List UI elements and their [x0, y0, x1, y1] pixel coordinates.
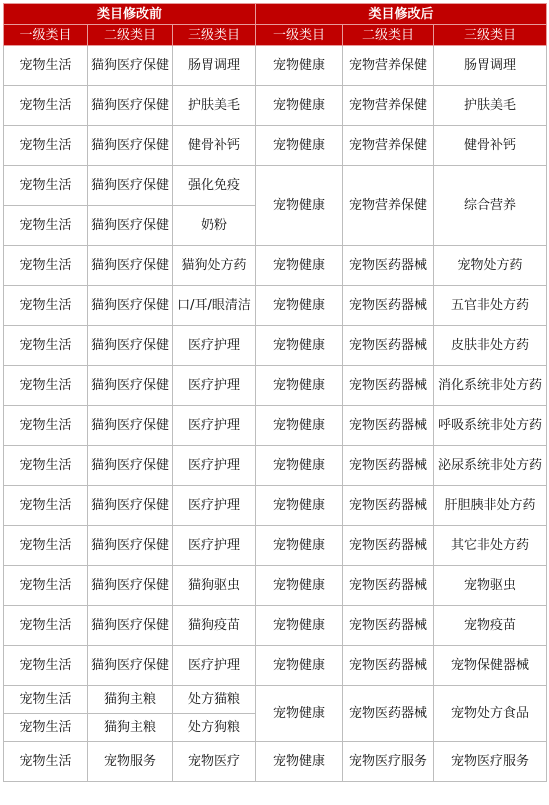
after-level1: 宠物健康 — [256, 286, 343, 326]
after-level3: 肝胆胰非处方药 — [434, 486, 547, 526]
col-header-before-level1: 一级类目 — [4, 25, 88, 46]
before-level3: 处方猫粮 — [173, 686, 256, 714]
after-level2: 宠物医药器械 — [343, 526, 434, 566]
before-level3: 健骨补钙 — [173, 126, 256, 166]
before-level1: 宠物生活 — [4, 206, 88, 246]
before-level1: 宠物生活 — [4, 646, 88, 686]
before-level2: 猫狗医疗保健 — [88, 486, 173, 526]
before-level3: 医疗护理 — [173, 526, 256, 566]
before-level2: 猫狗医疗保健 — [88, 366, 173, 406]
after-level1: 宠物健康 — [256, 686, 343, 742]
after-level2: 宠物营养保健 — [343, 166, 434, 246]
before-level2: 猫狗医疗保健 — [88, 286, 173, 326]
before-level2: 猫狗医疗保健 — [88, 166, 173, 206]
before-level1: 宠物生活 — [4, 446, 88, 486]
after-level3: 呼吸系统非处方药 — [434, 406, 547, 446]
after-level3: 宠物疫苗 — [434, 606, 547, 646]
before-level3: 护肤美毛 — [173, 86, 256, 126]
after-level1: 宠物健康 — [256, 46, 343, 86]
col-header-after-level1: 一级类目 — [256, 25, 343, 46]
after-level1: 宠物健康 — [256, 406, 343, 446]
category-change-table — [3, 3, 547, 782]
category-table-container — [3, 3, 547, 782]
header-before: 类目修改前 — [4, 4, 256, 25]
table-row — [4, 166, 547, 206]
table-row — [4, 646, 547, 686]
col-header-after-level2: 二级类目 — [343, 25, 434, 46]
table-row — [4, 446, 547, 486]
after-level1: 宠物健康 — [256, 646, 343, 686]
before-level3: 强化免疫 — [173, 166, 256, 206]
after-level2: 宠物医药器械 — [343, 486, 434, 526]
before-level1: 宠物生活 — [4, 126, 88, 166]
before-level1: 宠物生活 — [4, 166, 88, 206]
after-level1: 宠物健康 — [256, 126, 343, 166]
after-level3: 宠物保健器械 — [434, 646, 547, 686]
table-row — [4, 46, 547, 86]
before-level2: 猫狗医疗保健 — [88, 406, 173, 446]
after-level1: 宠物健康 — [256, 446, 343, 486]
table-row — [4, 326, 547, 366]
before-level1: 宠物生活 — [4, 406, 88, 446]
after-level2: 宠物医药器械 — [343, 566, 434, 606]
table-row — [4, 526, 547, 566]
before-level1: 宠物生活 — [4, 566, 88, 606]
after-level3: 宠物驱虫 — [434, 566, 547, 606]
after-level1: 宠物健康 — [256, 486, 343, 526]
after-level2: 宠物医药器械 — [343, 326, 434, 366]
before-level3: 处方狗粮 — [173, 714, 256, 742]
after-level2: 宠物医疗服务 — [343, 742, 434, 782]
before-level3: 医疗护理 — [173, 646, 256, 686]
after-level2: 宠物医药器械 — [343, 686, 434, 742]
before-level3: 猫狗疫苗 — [173, 606, 256, 646]
before-level3: 医疗护理 — [173, 446, 256, 486]
after-level1: 宠物健康 — [256, 366, 343, 406]
before-level3: 医疗护理 — [173, 366, 256, 406]
after-level3: 宠物处方药 — [434, 246, 547, 286]
before-level2: 猫狗医疗保健 — [88, 46, 173, 86]
table-row — [4, 566, 547, 606]
before-level1: 宠物生活 — [4, 286, 88, 326]
before-level1: 宠物生活 — [4, 246, 88, 286]
col-header-after-level3: 三级类目 — [434, 25, 547, 46]
table-row — [4, 286, 547, 326]
header-group-row — [4, 4, 547, 25]
before-level2: 猫狗医疗保健 — [88, 646, 173, 686]
after-level3: 健骨补钙 — [434, 126, 547, 166]
before-level2: 猫狗主粮 — [88, 714, 173, 742]
before-level3: 医疗护理 — [173, 486, 256, 526]
before-level2: 猫狗医疗保健 — [88, 446, 173, 486]
after-level2: 宠物营养保健 — [343, 126, 434, 166]
before-level1: 宠物生活 — [4, 86, 88, 126]
before-level1: 宠物生活 — [4, 742, 88, 782]
before-level1: 宠物生活 — [4, 606, 88, 646]
table-row — [4, 246, 547, 286]
header-column-row — [4, 25, 547, 46]
after-level3: 肠胃调理 — [434, 46, 547, 86]
before-level3: 猫狗驱虫 — [173, 566, 256, 606]
table-row — [4, 126, 547, 166]
col-header-before-level3: 三级类目 — [173, 25, 256, 46]
after-level3: 泌尿系统非处方药 — [434, 446, 547, 486]
before-level2: 宠物服务 — [88, 742, 173, 782]
table-row — [4, 366, 547, 406]
after-level2: 宠物营养保健 — [343, 46, 434, 86]
before-level2: 猫狗医疗保健 — [88, 246, 173, 286]
table-row — [4, 86, 547, 126]
after-level3: 其它非处方药 — [434, 526, 547, 566]
before-level2: 猫狗主粮 — [88, 686, 173, 714]
header-after: 类目修改后 — [256, 4, 547, 25]
before-level1: 宠物生活 — [4, 366, 88, 406]
after-level2: 宠物医药器械 — [343, 246, 434, 286]
before-level3: 奶粉 — [173, 206, 256, 246]
after-level1: 宠物健康 — [256, 86, 343, 126]
table-row — [4, 406, 547, 446]
after-level2: 宠物医药器械 — [343, 446, 434, 486]
after-level3: 护肤美毛 — [434, 86, 547, 126]
table-row — [4, 686, 547, 714]
after-level3: 皮肤非处方药 — [434, 326, 547, 366]
after-level3: 宠物医疗服务 — [434, 742, 547, 782]
before-level1: 宠物生活 — [4, 46, 88, 86]
before-level1: 宠物生活 — [4, 326, 88, 366]
after-level2: 宠物医药器械 — [343, 606, 434, 646]
after-level1: 宠物健康 — [256, 526, 343, 566]
after-level1: 宠物健康 — [256, 742, 343, 782]
after-level3: 宠物处方食品 — [434, 686, 547, 742]
after-level2: 宠物医药器械 — [343, 646, 434, 686]
after-level3: 消化系统非处方药 — [434, 366, 547, 406]
before-level3: 医疗护理 — [173, 406, 256, 446]
after-level2: 宠物营养保健 — [343, 86, 434, 126]
before-level2: 猫狗医疗保健 — [88, 86, 173, 126]
before-level2: 猫狗医疗保健 — [88, 326, 173, 366]
after-level1: 宠物健康 — [256, 166, 343, 246]
table-row — [4, 606, 547, 646]
after-level2: 宠物医药器械 — [343, 286, 434, 326]
before-level2: 猫狗医疗保健 — [88, 206, 173, 246]
before-level2: 猫狗医疗保健 — [88, 566, 173, 606]
before-level1: 宠物生活 — [4, 686, 88, 714]
after-level3: 五官非处方药 — [434, 286, 547, 326]
after-level2: 宠物医药器械 — [343, 366, 434, 406]
before-level2: 猫狗医疗保健 — [88, 526, 173, 566]
before-level3: 医疗护理 — [173, 326, 256, 366]
before-level3: 宠物医疗 — [173, 742, 256, 782]
table-row — [4, 486, 547, 526]
before-level2: 猫狗医疗保健 — [88, 606, 173, 646]
before-level1: 宠物生活 — [4, 714, 88, 742]
table-row — [4, 742, 547, 782]
before-level1: 宠物生活 — [4, 526, 88, 566]
before-level1: 宠物生活 — [4, 486, 88, 526]
after-level1: 宠物健康 — [256, 246, 343, 286]
after-level1: 宠物健康 — [256, 566, 343, 606]
col-header-before-level2: 二级类目 — [88, 25, 173, 46]
after-level2: 宠物医药器械 — [343, 406, 434, 446]
before-level3: 猫狗处方药 — [173, 246, 256, 286]
after-level3: 综合营养 — [434, 166, 547, 246]
after-level1: 宠物健康 — [256, 326, 343, 366]
before-level3: 口/耳/眼清洁 — [173, 286, 256, 326]
after-level1: 宠物健康 — [256, 606, 343, 646]
before-level2: 猫狗医疗保健 — [88, 126, 173, 166]
before-level3: 肠胃调理 — [173, 46, 256, 86]
